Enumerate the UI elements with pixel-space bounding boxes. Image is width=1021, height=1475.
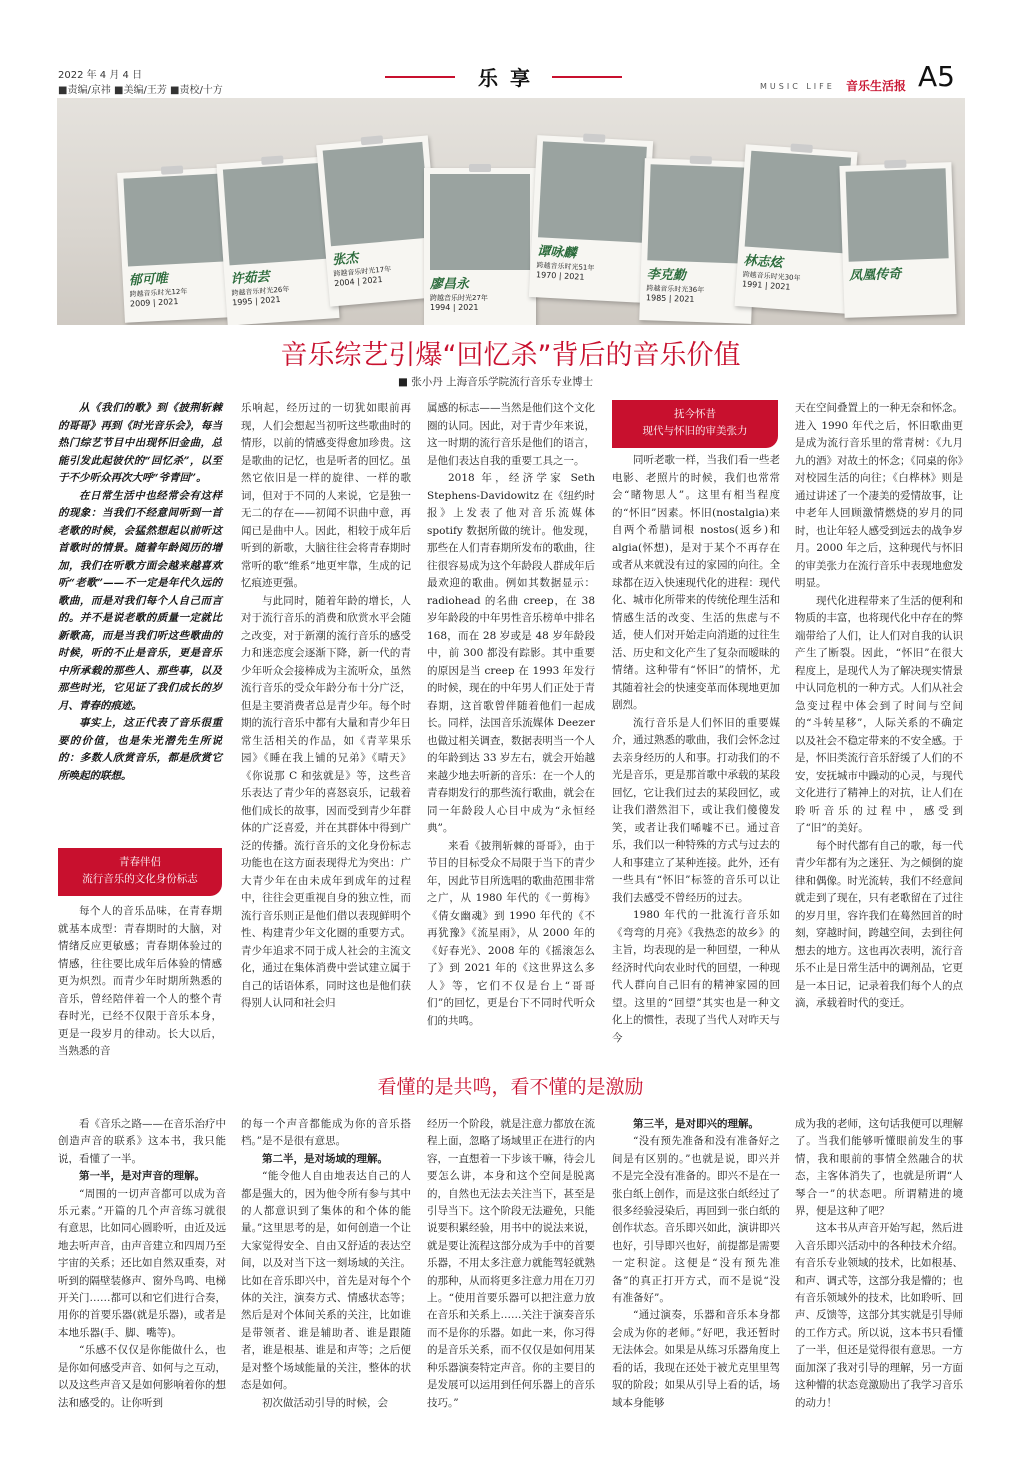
card-caption: 跨越音乐时光51年	[536, 261, 595, 273]
portrait-image	[745, 151, 851, 254]
intro-paragraph: 事实上，这正代表了音乐很重要的价值，也是朱光潜先生所说的：多数人欣赏音乐，都是欣赏它所唤起的联想。	[58, 717, 222, 782]
issue-date: 2022 年 4 月 4 日	[58, 70, 143, 81]
photo-card	[839, 162, 956, 318]
article-column	[612, 452, 780, 1047]
signature: 许茹芸	[230, 269, 271, 288]
card-years: 1985 | 2021	[645, 293, 695, 304]
section-english: MUSIC LIFE	[760, 82, 835, 91]
point-heading: 第二半，是对场域的理解。	[262, 1152, 388, 1165]
review-column	[427, 1116, 595, 1412]
body-paragraph: “周围的一切声音都可以成为音乐元素。”开篇的几个声音练习就很有意思，比如同心圆聆听，由近及远地去听声音，由声音建立和四周乃至宇宙的关系；还比如自然双重奏，对听到的隔壁装修声、窗外鸟鸣、电梯开关门……都可以和它们进行合奏，用你的首要乐器(就是乐器)，或者是本地乐器(手、脚、嘴等)。	[58, 1187, 226, 1339]
review-headline: 看懂的是共鸣，看不懂的是激励	[377, 1076, 644, 1098]
clip-icon	[261, 155, 284, 165]
article-headline: 音乐综艺引爆“回忆杀”背后的音乐价值	[280, 340, 741, 371]
body-paragraph: 来看《披荆斩棘的哥哥》，由于节目的目标受众不局限于当下的青少年，因此节目所选唱的歌曲范围非常之广，从 1980 年代的《一剪梅》《倩女幽魂》到 1990 年代的《不再犹豫》《流星雨》，从 2000 年的《好春光》、2008 年的《摇滚怎么了》到 2021 年的《这世界这么多人》等，它们不仅是台上“哥哥们”的回忆，更是台下不同时代听众们的共鸣。	[427, 839, 595, 1027]
article-column	[241, 400, 411, 1013]
article-intro	[58, 400, 222, 785]
editor-credits: ■责编/京祎 ■美编/王芳 ■责校/十方	[58, 85, 223, 96]
signature: 廖昌永	[430, 277, 470, 292]
body-paragraph: 同听老歌一样，当我们看一些老电影、老照片的时候，我们也常常会“睹物思人”。这里有相当程度的“怀旧”因素。怀旧(nostalgia)来自两个希腊词根 nostos(返乡)和 algia(怀想)，是对于某个不再存在或者从来就没有过的家园的向往。全球都在迈入快速现代化的进程：现代化、城市化所带来的传统伦理生活和情感生活的改变、生活的焦虑与不适，使人们对开始走向消逝的过往生活、历史和文化产生了复杂而暧昧的情绪。这种带有“怀旧”的情怀，尤其随着社会的快速变革而体现地更加剧烈。	[612, 454, 780, 711]
card-caption: 跨越音乐时光12年	[129, 287, 188, 299]
body-paragraph: 天在空间叠置上的一种无奈和怀念。进入 1990 年代之后，怀旧歌曲更是成为流行音乐里的常青树：《九月九的酒》对故土的怀念；《同桌的你》对校园生活的向往；《白桦林》则是通过讲述了一个凄美的爱情故事，让中老年人回顾激情燃烧的岁月的同时，也让年轻人感受到远去的战争岁月。2000 年之后，这种现代与怀旧的审美张力在流行音乐中表现地愈发明显。	[795, 402, 963, 589]
header-rule-right	[552, 76, 622, 78]
signature: 林志炫	[743, 253, 784, 272]
article-column	[795, 400, 963, 1013]
subhead-subtitle: 现代与怀旧的审美张力	[642, 425, 748, 437]
card-caption: 跨越音乐时光30年	[742, 270, 801, 283]
review-column	[241, 1116, 411, 1412]
subhead-box	[58, 848, 222, 896]
body-paragraph: 经历一个阶段，就是注意力都放在流程上面，忽略了场域里正在进行的内容，一直想着一下步该干嘛，待会儿要怎么讲，本身和这个空间是脱离的，自然也无法去关注当下，甚至是引导当下。这个阶段无法避免，只能说要积累经验，用书中的说法来说，就是要让流程这部分成为手中的首要乐器，不用太多注意力就能驾轻就熟的那种，从而将更多注意力用在刀刃上。“使用首要乐器可以把注意力放在音乐和关系上……关注于演奏音乐而不是你的乐器。如此一来，你习得的是音乐关系，而不仅仅是如何用某种乐器演奏特定声音。你的主要目的是发展可以运用到任何乐器上的音乐技巧。”	[427, 1118, 595, 1409]
subhead-title: 抚今怀昔	[674, 408, 716, 420]
signature: 郁可唯	[128, 271, 169, 289]
subhead-subtitle: 流行音乐的文化身份标志	[82, 873, 198, 885]
body-paragraph: 属感的标志——当然是他们这个文化圈的认同。因此，对于青少年来说，这一时期的流行音乐是他们的语言，是他们表达自我的重要工具之一。	[427, 402, 595, 467]
body-paragraph: 与此同时，随着年龄的增长，人对于流行音乐的消费和欣赏水平会随之改变，对于新潮的流行音乐的感受力和迷恋度会逐渐下降，新一代的青少年听众会接棒成为主流听众，虽然流行音乐的受众年龄分布十分广泛，但是主要消费者总是青少年。每个时期的流行音乐中都有大量和青少年日常生活相关的作品，如《青苹果乐园》《睡在我上铺的兄弟》《晴天》《你说那 C 和弦就是》等，这些音乐表达了青少年的喜怒哀乐，记载着他们成长的故事，因而受到青少年群体的广泛喜爱，并在其群体中得到广泛的传播。流行音乐的文化身份标志功能也在这方面表现得尤为突出：广大青少年在由未成年到成年的过程中，往往会更重视自身的独立性，而流行音乐则正是他们借以表现鲜明个性、构建青少年文化圈的重要方式。青少年追求不同于成人社会的主流文化，通过在集体消费中尝试建立属于自己的话语体系，同时这也是他们获得别人认同和社会归	[241, 594, 411, 1009]
intro-paragraph: 在日常生活中也经常会有这样的现象：当我们不经意间听到一首老歌的时候，会猛然想起以前听这首歌时的情景。随着年龄阅历的增加，我们在听歌方面会越来越喜欢听“老歌”——不一定是年代久远的歌曲，而是对我们每个人自己而言的。并不是说老歌的质量一定就比新歌高，而是当我们听这些歌曲的时候，听的不止是音乐，更是音乐中所承载的那些人、那些事，以及那些时光，它见证了我们成长的岁月、青春的痕迹。	[58, 489, 222, 712]
section-title: 乐享	[478, 66, 542, 90]
body-paragraph: 每个人的音乐品味，在青春期就基本成型：青春期时的大脑，对情绪反应更敏感；青春期体验过的情感，往往要比成年后体验的情感更为炽烈。而青少年时期所熟悉的音乐，曾经陪伴着一个人的整个青春时光，已经不仅限于音乐本身，更是一段岁月的律动。长大以后，当熟悉的音	[58, 905, 222, 1057]
body-paragraph: 2018 年，经济学家 Seth Stephens-Davidowitz 在《纽约时报》上发表了他对音乐流媒体 spotify 数据所做的统计。他发现，那些在人们青春期所发布的歌曲，往往很容易成为这个年龄段人群成年后最欢迎的歌曲。例如其数据显示：radiohead 的名曲 creep，在 38 岁年龄段的中年男性音乐榜单中排名 168，而在 28 岁或是 48 岁年龄段中，前 300 都没有踪影。其中重要的原因是当 creep 在 1993 年发行的时候，现在的中年男人们正处于青春期，这首歌曾伴随着他们一起成长。同样，法国音乐流媒体 Deezer 也做过相关调查，数据表明当一个人的年龄到达 33 岁左右，就会开始越来越少地去听新的音乐：在一个人的青春期发行的那些流行歌曲，就会在同一年龄段人心目中成为“永恒经典”。	[427, 472, 595, 834]
intro-paragraph: 从《我们的歌》到《披荆斩棘的哥哥》再到《时光音乐会》，每当热门综艺节目中出现怀旧金曲，总能引发此起彼伏的“回忆杀”，以至于不少听众再次大呼“爷青回”。	[58, 402, 222, 484]
point-heading: 第三半，是对即兴的理解。	[633, 1118, 759, 1130]
article-column	[58, 903, 222, 1061]
card-years: 1970 | 2021	[535, 270, 585, 282]
card-years: 2004 | 2021	[333, 274, 383, 289]
subhead-title: 青春伴侣	[119, 856, 161, 868]
review-column	[58, 1116, 226, 1412]
body-paragraph: 这本书从声音开始写起，然后进入音乐即兴活动中的各种技术介绍。有音乐专业领域的技术，比如根基、和声、调式等，这部分我是懵的；也有音乐领域外的技术，比如聆听、回声、反馈等，这部分其实就是引导师的工作方式。所以说，这本书只看懂了一半，但还是觉得很有意思。一方面加深了我对引导的理解，另一方面这种懵的状态竟激励出了我学习音乐的动力！	[795, 1222, 963, 1409]
photo-card	[117, 167, 235, 323]
photo-card	[529, 135, 653, 303]
body-paragraph: 乐响起，经历过的一切犹如眼前再现，人们会想起当初听这些歌曲时的情形，以前的情感变得愈加珍贵。这是歌曲的记忆，也是听者的回忆。虽然它依旧是一样的旋律、一样的歌词，但对于不同的人来说，它是独一无二的存在——初闻不识曲中意，再闻已是曲中人。因此，相较于成年后听到的新歌，大脑往往会将青春期时常听的歌“维系”地更牢靠，生成的记忆痕迹更强。	[241, 402, 411, 589]
card-caption: 跨越音乐时光36年	[646, 284, 705, 295]
portrait-image	[323, 142, 431, 246]
review-column	[612, 1116, 780, 1412]
body-paragraph: 的每一个声音都能成为你的音乐搭档。”是不是很有意思。	[241, 1118, 411, 1148]
body-paragraph: 成为我的老师，这句话我便可以理解了。当我们能够听懂眼前发生的事情，我和眼前的事情全然融合的状态，主客体消失了，也就是所谓“人琴合一”的状态吧。所谓精进的境界，便是这种了吧？	[795, 1118, 963, 1218]
photo-card	[424, 168, 536, 325]
card-caption: 跨越音乐时光17年	[333, 265, 392, 279]
card-years: 1994 | 2021	[430, 303, 479, 312]
card-caption: 跨越音乐时光26年	[231, 285, 290, 298]
body-paragraph: “乐感不仅仅是你能做什么，也是你如何感受声音、如何与之互动，以及这些声音又是如何影响着你的想法和感受的。让你听到	[58, 1344, 226, 1409]
card-years: 1995 | 2021	[231, 294, 281, 308]
clip-icon	[161, 166, 183, 175]
clip-icon	[583, 134, 605, 143]
signature: 谭咏麟	[536, 244, 577, 262]
photo-card	[316, 135, 442, 306]
body-paragraph: 看《音乐之路——在音乐治疗中创造声音的联系》这本书，我只能说，看懂了一半。	[58, 1118, 226, 1165]
portrait-image	[647, 164, 750, 263]
clip-icon	[469, 164, 491, 172]
clip-icon	[360, 135, 383, 145]
header-rule-left	[385, 76, 455, 78]
body-paragraph: 现代化进程带来了生活的便利和物质的丰富，也将现代化中存在的弊端带给了人们，让人们对自我的认识产生了断裂。因此，“怀旧”在很大程度上，是现代人为了解决现实情景中认同危机的一种方式。人们从社会急变过程中体会到了时间与空间的“斗转星移”，人际关系的不确定以及社会不稳定带来的不安全感。于是，怀旧类流行音乐舒缓了人们的不安，安抚城市中躁动的心灵，与现代文化进行了精神上的对抗，让人们在聆听音乐的过程中，感受到了“旧”的美好。	[795, 594, 963, 834]
portrait-image	[430, 174, 530, 270]
body-paragraph: 1980 年代的一批流行音乐如《弯弯的月亮》《我热恋的故乡》的主旨，均表现的是一种回望，一种从经济时代向农业时代的回望，一种现代人群向自己旧有的精神家园的回望。这里的“回望”其实也是一种文化上的惯性，表现了当代人对昨天与今	[612, 909, 780, 1044]
article-byline: ■ 张小丹 上海音乐学院流行音乐专业博士	[398, 376, 594, 388]
newspaper-name: 音乐生活报	[846, 79, 907, 93]
card-years: 1991 | 2021	[741, 279, 791, 292]
clip-icon	[790, 143, 813, 153]
body-paragraph: 流行音乐是人们怀旧的重要媒介，通过熟悉的歌曲，我们会怀念过去亲身经历的人和事。打动我们的不光是音乐，更是那首歌中承载的某段回忆，它让我们过去的某段回忆，或让我们潜然泪下，或让我们傻傻发笑，或者让我们唏嘘不已。通过音乐，我们以一种特殊的方式与过去的人和事建立了某种连接。此外，还有一些具有“怀旧”标签的音乐可以让我们去感受不曾经历的过去。	[612, 716, 780, 904]
body-paragraph: 每个时代都有自己的歌，每一代青少年都有为之迷狂、为之倾倒的旋律和偶像。时光流转，我们不经意间就走到了现在，只有老歌留在了过往的岁月里，容许我们在蓦然回首的时刻，穿越时间，跨越空间，去到往何想去的地方。这也再次表明，流行音乐不止是日常生活中的调剂品，它更是一本日记，记录着我们每个人的点滴，承载着时代的变迁。	[795, 839, 963, 1009]
clip-icon	[884, 160, 906, 169]
review-column	[795, 1116, 963, 1412]
body-paragraph: “能令他人自由地表达自己的人都是强大的，因为他令所有参与其中的人都意识到了集体的和个体的能量。”这里思考的是，如何创造一个让大家觉得安全、自由又舒适的表达空间，以及对当下这一刻场域的关注。比如在音乐即兴中，首先是对每个个体的关注，演奏方式、情感状态等；然后是对个体间关系的关注，比如谁是带领者、谁是辅助者、谁是跟随者，谁是根基、谁是和声等；之后便是对整个场域能量的关注，整体的状态是如何。	[241, 1170, 411, 1392]
clip-icon	[689, 156, 711, 165]
signature: 张杰	[331, 250, 359, 269]
card-years: 2009 | 2021	[129, 297, 179, 309]
portrait-image	[846, 168, 949, 261]
portrait-image	[123, 174, 225, 267]
signature: 凤凰传奇	[848, 266, 902, 284]
body-paragraph: “没有预先准备和没有准备好之间是有区别的。”也就是说，即兴并不是完全没有准备的。即兴不是在一张白纸上创作，而是这张白纸经过了很多经验浸染后，再回到一张白纸的创作状态。音乐即兴如此，演讲即兴也好，引导即兴也好，前提都是需要一定积淀。这便是“没有预先准备”的真正打开方式，而不是说“没有准备好”。	[612, 1135, 780, 1305]
body-paragraph: “通过演奏，乐器和音乐本身都会成为你的老师。”好吧，我还暂时无法体会。如果是从练习乐器角度上看的话，我现在还处于被尤克里里驾驭的阶段；如果从引导上看的话，场域本身能够	[612, 1309, 780, 1409]
photo-collage	[57, 98, 965, 325]
portrait-image	[538, 141, 647, 242]
portrait-image	[223, 163, 329, 266]
subhead-box	[612, 400, 778, 448]
body-paragraph: 初次做活动引导的时候，会	[262, 1396, 388, 1409]
signature: 李克勤	[646, 267, 687, 284]
card-caption: 跨越音乐时光27年	[430, 294, 488, 302]
point-heading: 第一半，是对声音的理解。	[79, 1170, 205, 1183]
article-column	[427, 400, 595, 1030]
page-number: A5	[918, 60, 955, 93]
